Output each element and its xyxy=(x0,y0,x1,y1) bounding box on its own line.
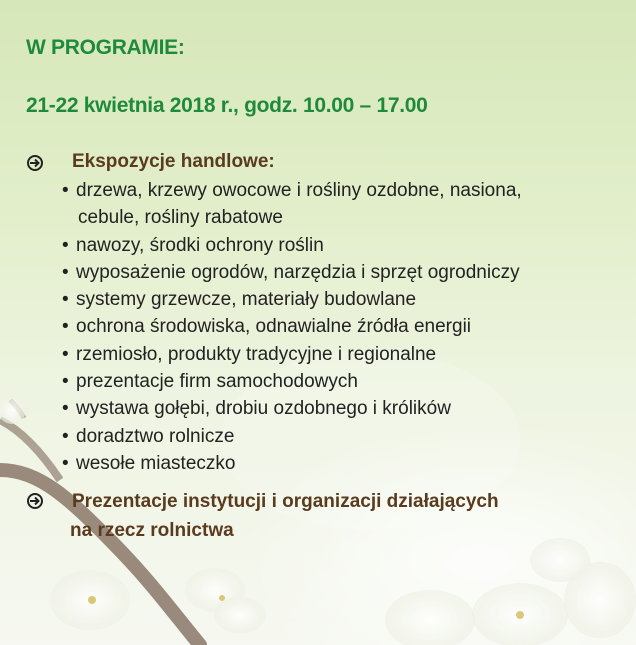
exhibition-list xyxy=(62,177,522,477)
section-title-institutions-line2: na rzecz rolnictwa xyxy=(70,520,234,541)
bullet: • xyxy=(62,343,69,365)
list-item: • doradztwo rolnicze xyxy=(62,423,522,450)
list-item: • systemy grzewcze, materiały budowlane xyxy=(62,286,522,313)
list-item: • drzewa, krzewy owocowe i rośliny ozdobne, nasiona, xyxy=(62,177,522,204)
list-item: • nawozy, środki ochrony roślin xyxy=(62,232,522,259)
bullet: • xyxy=(62,234,69,256)
list-item: • ochrona środowiska, odnawialne źródła energii xyxy=(62,313,522,340)
bullet: • xyxy=(62,316,69,338)
list-item: • wystawa gołębi, drobiu ozdobnego i królików xyxy=(62,395,522,422)
list-item: • wesołe miasteczko xyxy=(62,450,522,477)
arrow-right-icon xyxy=(26,492,44,510)
list-item: • wyposażenie ogrodów, narzędzia i sprzęt ogrodniczy xyxy=(62,259,522,286)
bullet: • xyxy=(62,180,69,201)
list-item: • rzemiosło, produkty tradycyjne i regionalne xyxy=(62,341,522,368)
program-heading: W PROGRAMIE: xyxy=(26,36,185,59)
bullet: • xyxy=(62,398,69,420)
bullet: • xyxy=(62,425,69,447)
bullet: • xyxy=(62,371,69,393)
list-item: cebule, rośliny rabatowe xyxy=(78,207,283,229)
bullet: • xyxy=(62,452,69,474)
section-title-institutions: Prezentacje instytucji i organizacji działających xyxy=(72,491,499,512)
event-date-heading: 21-22 kwietnia 2018 r., godz. 10.00 – 17.00 xyxy=(26,94,428,117)
section-title-trade-exhibitions: Ekspozycje handlowe: xyxy=(72,151,275,172)
bullet: • xyxy=(62,289,69,311)
arrow-right-icon xyxy=(26,154,44,172)
list-item: • prezentacje firm samochodowych xyxy=(62,368,522,395)
bullet: • xyxy=(62,261,69,283)
